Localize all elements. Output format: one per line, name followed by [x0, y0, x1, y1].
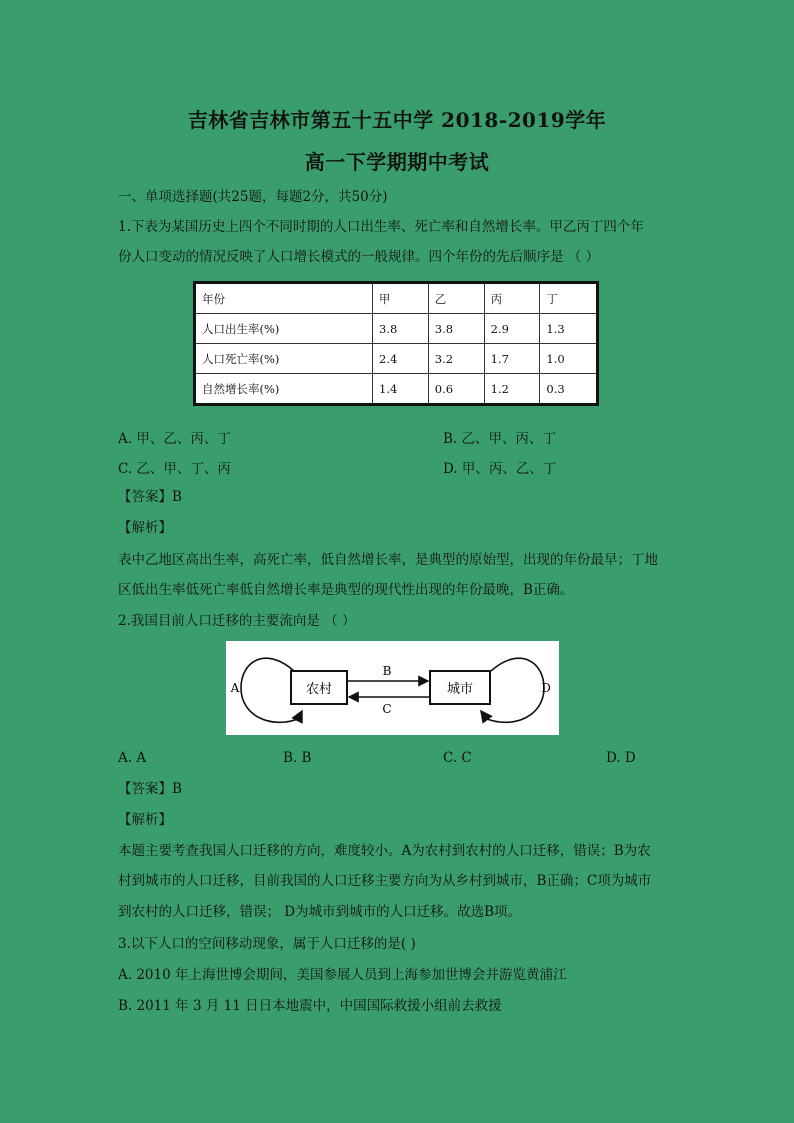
q1-answer: 【答案】B	[118, 489, 182, 505]
label-b: B	[382, 664, 392, 678]
q3-option-a: A. 2010 年上海世博会期间，美国参展人员到上海参加世博会并游览黄浦江	[118, 967, 567, 983]
label-a: A	[230, 681, 240, 695]
q1-stem-line2: 份人口变动的情况反映了人口增长模式的一般规律。四个年份的先后顺序是 （ ）	[118, 249, 600, 265]
table-cell: 1.3	[540, 314, 598, 344]
table-cell: 人口死亡率(%)	[195, 344, 373, 374]
q1-option-c: C. 乙、甲、丁、丙	[118, 461, 231, 477]
table-cell: 3.2	[428, 344, 484, 374]
box-rural-label: 农村	[305, 682, 333, 697]
document-title-line2: 高一下学期期中考试	[304, 150, 490, 174]
table-header-cell: 年份	[195, 283, 373, 314]
table-cell: 2.9	[484, 314, 540, 344]
q1-analysis-line2: 区低出生率低死亡率低自然增长率是典型的现代性出现的年份最晚，B正确。	[118, 582, 574, 598]
document-title-line1: 吉林省吉林市第五十五中学 2018-2019学年	[187, 108, 607, 132]
q2-option-c: C. C	[443, 750, 472, 766]
box-city-label: 城市	[446, 682, 474, 697]
table-cell: 0.3	[540, 374, 598, 405]
label-c: C	[382, 702, 392, 716]
q1-analysis-line1: 表中乙地区高出生率，高死亡率，低自然增长率，是典型的原始型，出现的年份最早；丁地	[118, 552, 658, 568]
q2-option-a: A. A	[118, 750, 147, 766]
q2-option-d: D. D	[606, 750, 636, 766]
table-cell: 1.2	[484, 374, 540, 405]
table-cell: 自然增长率(%)	[195, 374, 373, 405]
table-header-cell: 丙	[484, 283, 540, 314]
table-row	[195, 344, 598, 374]
table-cell: 1.4	[373, 374, 429, 405]
migration-flow-svg	[226, 641, 559, 735]
q1-option-b: B. 乙、甲、丙、丁	[443, 431, 557, 447]
table-header-cell: 甲	[373, 283, 429, 314]
q1-analysis-label: 【解析】	[118, 520, 172, 536]
section-header: 一、单项选择题(共25题，每题2分，共50分)	[118, 189, 388, 205]
table-row	[195, 314, 598, 344]
migration-flow-diagram	[226, 641, 559, 735]
q1-stem-line1: 1.下表为某国历史上四个不同时期的人口出生率、死亡率和自然增长率。甲乙丙丁四个年	[118, 219, 644, 235]
table-cell: 3.8	[428, 314, 484, 344]
label-d: D	[541, 681, 551, 695]
table-cell: 人口出生率(%)	[195, 314, 373, 344]
table-header-cell: 乙	[428, 283, 484, 314]
table-cell: 3.8	[373, 314, 429, 344]
q2-option-b: B. B	[283, 750, 312, 766]
q2-stem: 2.我国目前人口迁移的主要流向是 （ ）	[118, 613, 356, 629]
table-cell: 1.0	[540, 344, 598, 374]
q2-analysis-line1: 本题主要考查我国人口迁移的方向，难度较小。A为农村到农村的人口迁移，错误；B为农	[118, 843, 651, 859]
table-header-row	[195, 283, 598, 314]
q2-analysis-line2: 村到城市的人口迁移，目前我国的人口迁移主要方向为从乡村到城市，B正确；C项为城市	[118, 873, 652, 889]
q1-option-d: D. 甲、丙、乙、丁	[443, 461, 557, 477]
q3-option-b: B. 2011 年 3 月 11 日日本地震中，中国国际救援小组前去救援	[118, 998, 502, 1014]
q1-option-a: A. 甲、乙、丙、丁	[118, 431, 231, 447]
table-header-cell: 丁	[540, 283, 598, 314]
q2-analysis-line3: 到农村的人口迁移，错误； D为城市到城市的人口迁移。故选B项。	[118, 904, 522, 920]
table-cell: 1.7	[484, 344, 540, 374]
q1-data-table	[193, 281, 599, 406]
q3-stem: 3.以下人口的空间移动现象，属于人口迁移的是( )	[118, 936, 416, 952]
q2-analysis-label: 【解析】	[118, 812, 172, 828]
q2-answer: 【答案】B	[118, 781, 182, 797]
table-cell: 2.4	[373, 344, 429, 374]
table-row	[195, 374, 598, 405]
table-cell: 0.6	[428, 374, 484, 405]
